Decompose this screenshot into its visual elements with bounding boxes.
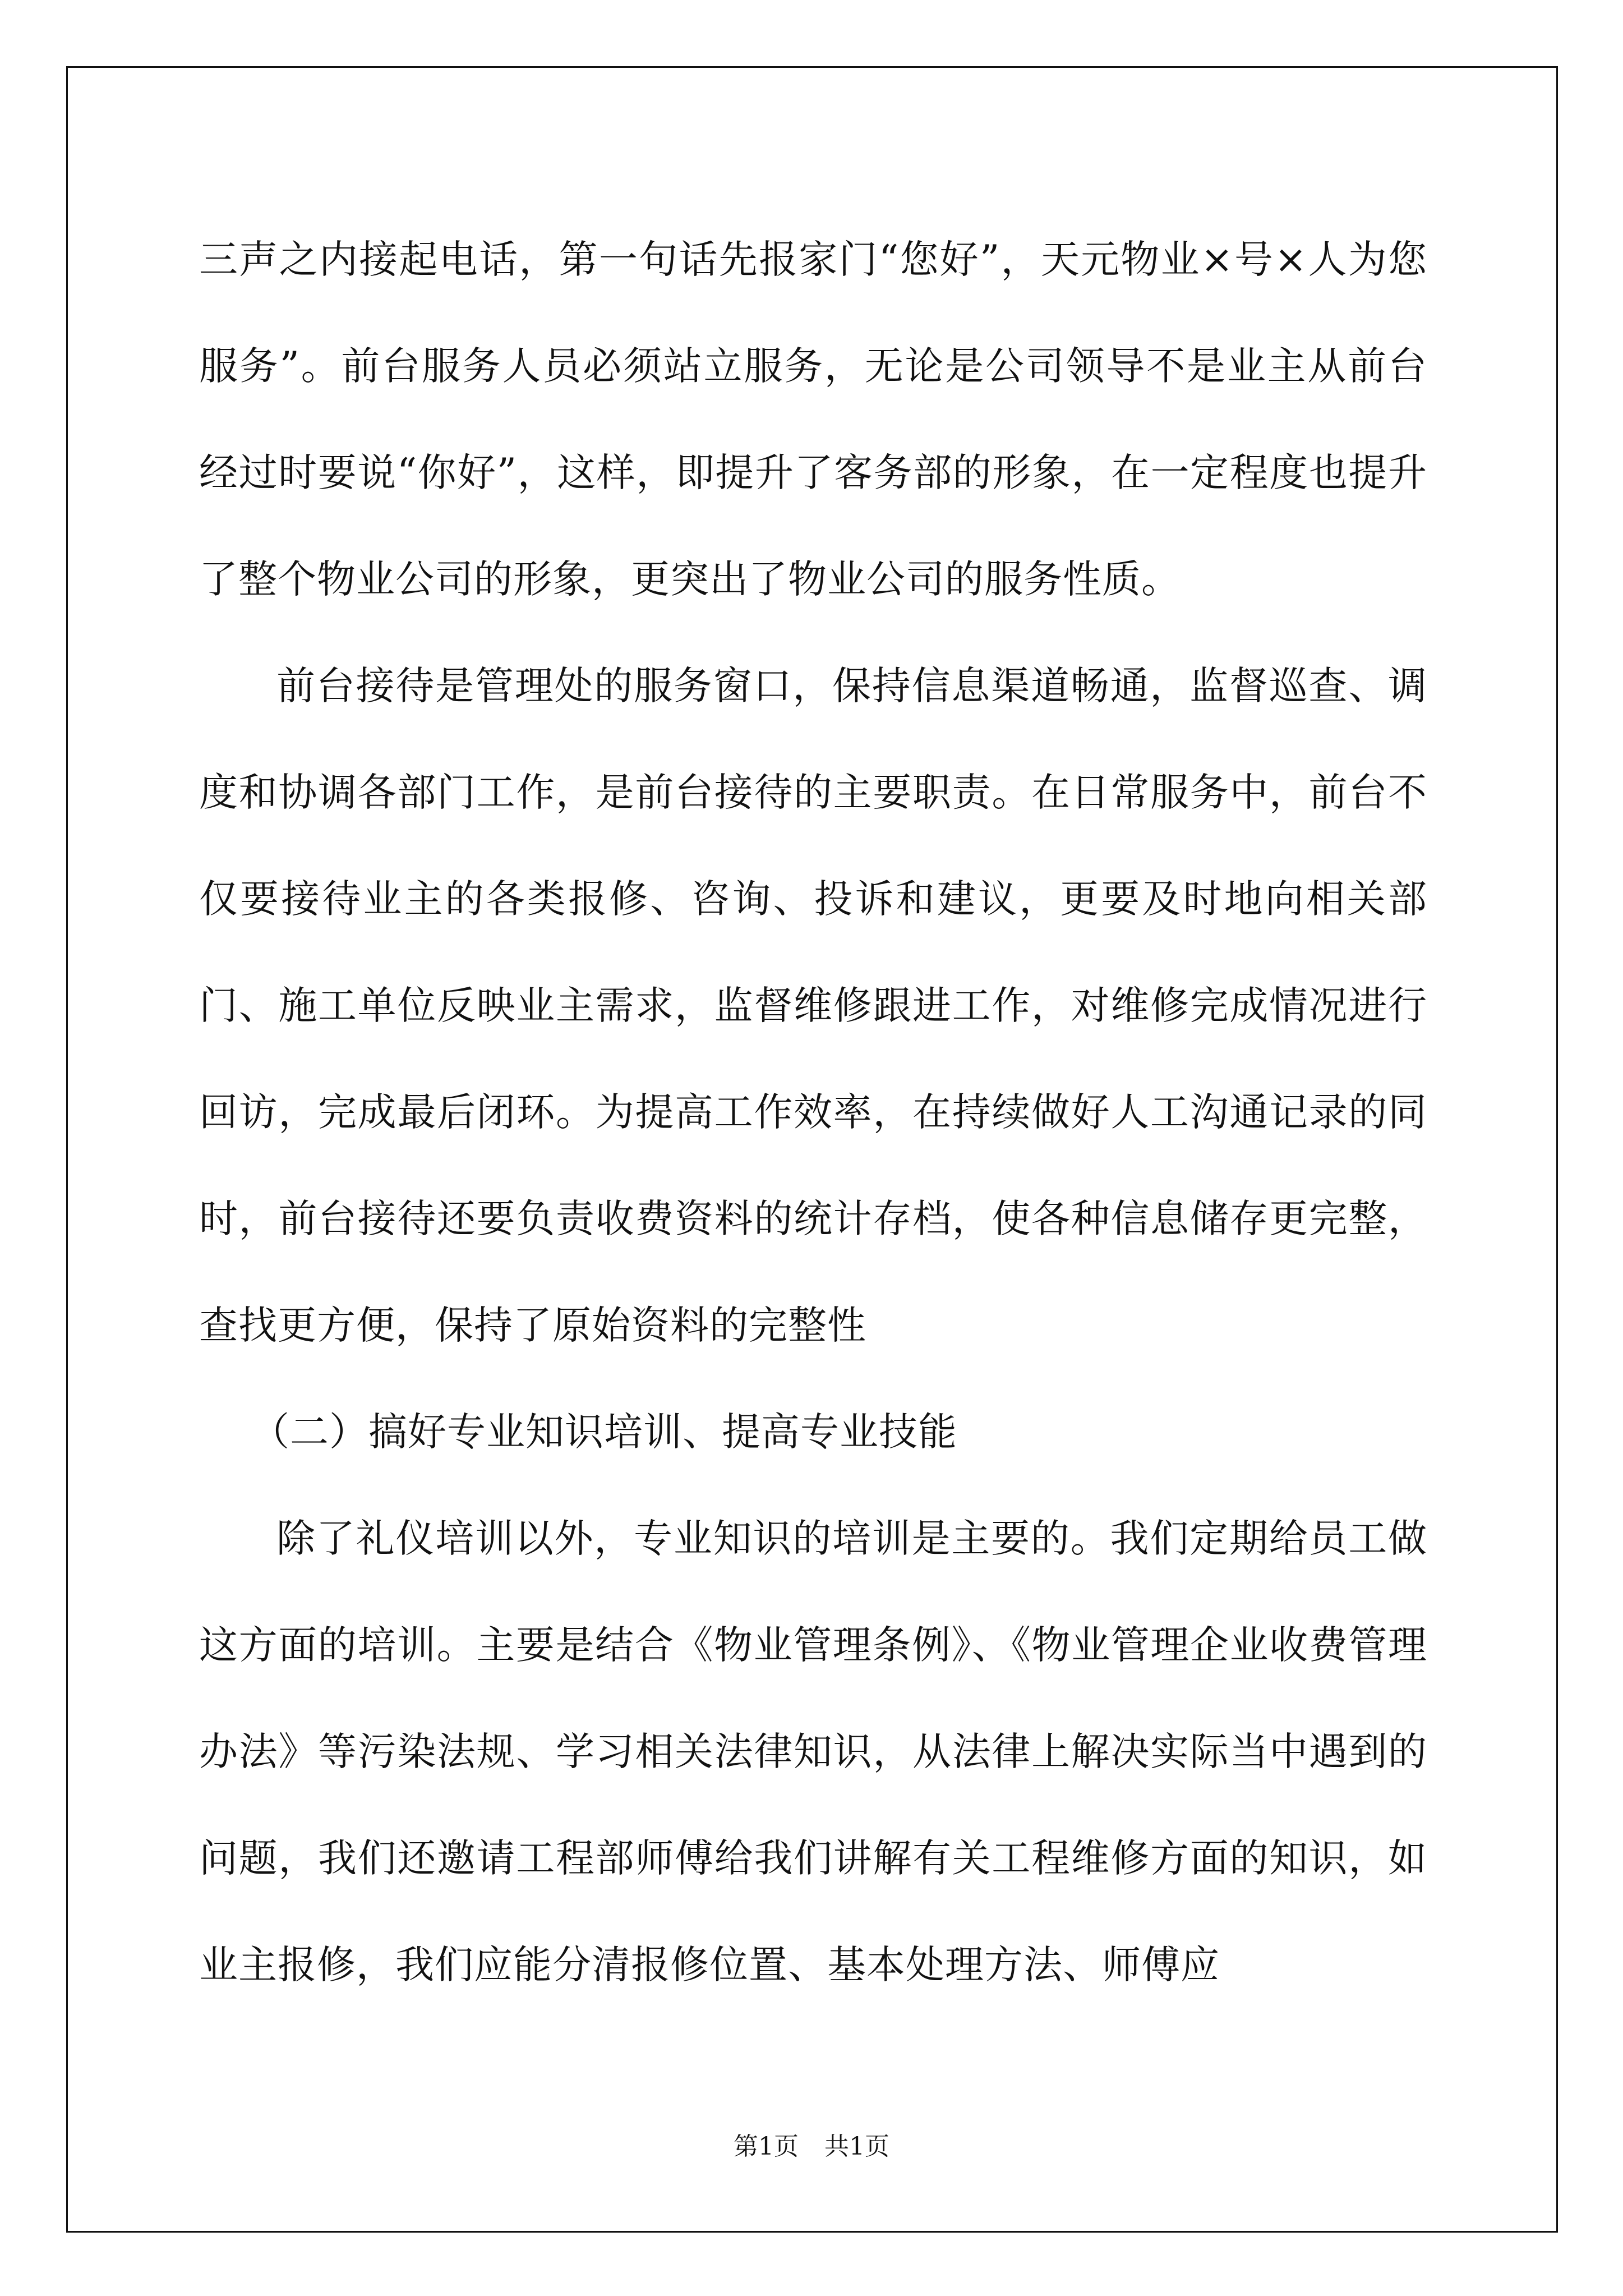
paragraph-1: 三声之内接起电话，第一句话先报家门“您好”，天元物业×号×人为您服务”。前台服务人员必须站立服务，无论是公司领导不是业主从前台经过时要说“你好”，这样，即提升了客务部的形象，在一定程度也提升了整个物业公司的形象，更突出了物业公司的服务性质。	[199, 237, 1427, 602]
document-body	[199, 206, 1427, 2018]
paragraph-2: 前台接待是管理处的服务窗口，保持信息渠道畅通，监督巡查、调度和协调各部门工作，是前台接待的主要职责。在日常服务中，前台不仅要接待业主的各类报修、咨询、投诉和建议，更要及时地向相关部门、施工单位反映业主需求，监督维修跟进工作，对维修完成情况进行回访，完成最后闭环。为提高工作效率，在持续做好人工沟通记录的同时，前台接待还要负责收费资料的统计存档，使各种信息储存更完整，查找更方便，保持了原始资料的完整性	[199, 664, 1427, 1348]
page-total: 共1页	[824, 2132, 889, 2161]
page-footer	[0, 2126, 1623, 2162]
section-heading: （二）搞好专业知识培训、提高专业技能	[251, 1410, 957, 1455]
paragraph-3: 除了礼仪培训以外，专业知识的培训是主要的。我们定期给员工做这方面的培训。主要是结合《物业管理条例》、《物业管理企业收费管理办法》等污染法规、学习相关法律知识，从法律上解决实际当中遇到的问题，我们还邀请工程部师傅给我们讲解有关工程维修方面的知识，如业主报修，我们应能分清报修位置、基本处理方法、师傅应	[199, 1516, 1427, 1987]
page-number: 第1页	[734, 2132, 799, 2161]
